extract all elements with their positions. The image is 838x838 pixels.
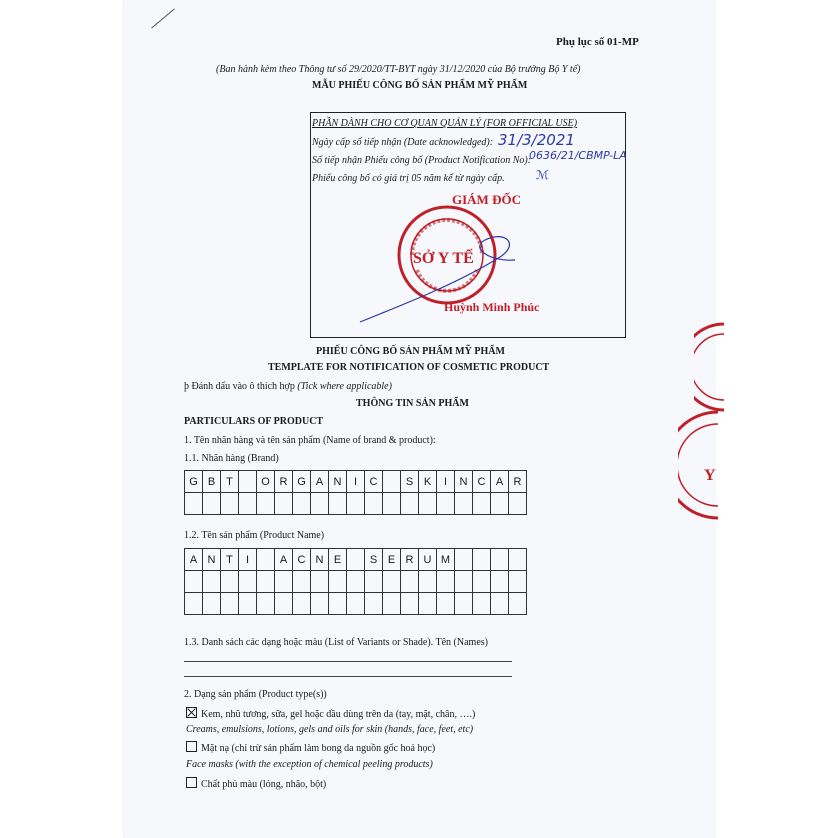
grid-cell: [437, 571, 455, 593]
grid-cell: B: [203, 471, 221, 493]
grid-cell: [185, 493, 203, 515]
grid-cell: [185, 593, 203, 615]
grid-cell: [455, 571, 473, 593]
section-title-vi: THÔNG TIN SẢN PHẨM: [356, 398, 469, 409]
section-title-en: PARTICULARS OF PRODUCT: [184, 416, 324, 427]
notification-title-en: TEMPLATE FOR NOTIFICATION OF COSMETIC PRODUCT: [268, 362, 550, 373]
grid-cell: A: [311, 471, 329, 493]
grid-cell: [203, 593, 221, 615]
grid-cell: [455, 549, 473, 571]
grid-cell: [401, 593, 419, 615]
grid-cell: E: [383, 549, 401, 571]
checkbox-icon[interactable]: [186, 741, 197, 752]
grid-cell: [437, 493, 455, 515]
brand-grid: [184, 470, 527, 515]
variants-label: 1.3. Danh sách các dạng hoặc màu (List of Variants or Shade). Tên (Names): [184, 637, 488, 648]
grid-cell: [347, 549, 365, 571]
notification-title-vi: PHIẾU CÔNG BỐ SẢN PHẨM MỸ PHẨM: [316, 346, 505, 357]
grid-cell: T: [221, 549, 239, 571]
grid-cell: [239, 493, 257, 515]
product-type-option[interactable]: [186, 741, 435, 754]
grid-cell: [491, 493, 509, 515]
grid-cell: [275, 493, 293, 515]
grid-cell: N: [311, 549, 329, 571]
grid-cell: N: [455, 471, 473, 493]
grid-cell: R: [509, 471, 527, 493]
grid-cell: [383, 493, 401, 515]
grid-cell: U: [419, 549, 437, 571]
product-grid: [184, 548, 527, 615]
grid-cell: I: [347, 471, 365, 493]
grid-cell: [221, 593, 239, 615]
grid-cell: S: [365, 549, 383, 571]
grid-cell: [203, 571, 221, 593]
grid-cell: [473, 549, 491, 571]
date-acknowledged-label: Ngày cấp số tiếp nhận (Date acknowledged):: [312, 137, 494, 148]
issued-by-note: (Ban hành kèm theo Thông tư số 29/2020/TT-BYT ngày 31/12/2020 của Bộ trưởng Bộ Y tế): [216, 64, 581, 75]
tick-note-en: (Tick where applicable): [297, 381, 392, 392]
grid-cell: R: [275, 471, 293, 493]
grid-cell: [311, 571, 329, 593]
grid-cell: I: [239, 549, 257, 571]
variants-line: [184, 676, 512, 677]
option-label-en: Creams, emulsions, lotions, gels and oils for skin (hands, face, feet, etc): [186, 724, 474, 735]
grid-cell: [419, 571, 437, 593]
grid-cell: [329, 571, 347, 593]
option-label-vi: Mặt nạ (chỉ trừ sản phẩm làm bong da nguồn gốc hoá học): [201, 743, 436, 754]
grid-cell: [329, 593, 347, 615]
grid-cell: E: [329, 549, 347, 571]
grid-cell: [383, 593, 401, 615]
grid-cell: [455, 593, 473, 615]
grid-cell: [383, 471, 401, 493]
partial-stamp-icon: [694, 322, 724, 412]
svg-text:Y: Y: [704, 467, 716, 484]
grid-cell: [311, 493, 329, 515]
option-label-en: Face masks (with the exception of chemical peeling products): [186, 759, 433, 770]
grid-cell: [185, 571, 203, 593]
stamp-text: SỞ Y TẾ: [413, 250, 474, 267]
grid-cell: [239, 471, 257, 493]
checkbox-checked-icon[interactable]: [186, 707, 197, 718]
grid-cell: [347, 571, 365, 593]
grid-cell: [509, 549, 527, 571]
option-label-vi: Chất phủ màu (lỏng, nhão, bột): [201, 779, 327, 790]
notification-number-value: 0636/21/CBMP-LA: [529, 149, 627, 162]
tick-note-vi: þ Đánh dấu vào ô thích hợp: [184, 381, 295, 392]
grid-cell: C: [293, 549, 311, 571]
grid-cell: G: [185, 471, 203, 493]
grid-cell: [491, 571, 509, 593]
grid-cell: R: [401, 549, 419, 571]
validity-note: Phiếu công bố có giá trị 05 năm kể từ ngày cấp.: [312, 173, 505, 184]
brand-product-heading: 1. Tên nhãn hàng và tên sản phẩm (Name of brand & product):: [184, 435, 436, 446]
director-title: GIÁM ĐỐC: [452, 192, 521, 207]
grid-cell: [239, 571, 257, 593]
signature-icon: [350, 222, 530, 332]
grid-cell: A: [185, 549, 203, 571]
grid-cell: [419, 493, 437, 515]
grid-cell: [293, 571, 311, 593]
grid-cell: [347, 593, 365, 615]
grid-cell: O: [257, 471, 275, 493]
brand-label: 1.1. Nhãn hàng (Brand): [184, 453, 279, 464]
grid-cell: [419, 593, 437, 615]
product-type-option[interactable]: [186, 707, 475, 720]
grid-cell: [437, 593, 455, 615]
grid-cell: [347, 493, 365, 515]
grid-cell: [329, 493, 347, 515]
initials-mark: ℳ: [536, 168, 549, 182]
grid-cell: A: [275, 549, 293, 571]
grid-cell: [293, 493, 311, 515]
grid-cell: [293, 593, 311, 615]
grid-cell: [491, 549, 509, 571]
grid-cell: K: [419, 471, 437, 493]
date-acknowledged-value: 31/3/2021: [498, 131, 575, 149]
tick-note: [184, 381, 392, 392]
grid-cell: [257, 549, 275, 571]
grid-cell: [311, 593, 329, 615]
grid-cell: I: [437, 471, 455, 493]
grid-cell: T: [221, 471, 239, 493]
grid-cell: [239, 593, 257, 615]
grid-cell: [509, 593, 527, 615]
appendix-label: Phụ lục số 01-MP: [556, 36, 639, 48]
grid-cell: [401, 571, 419, 593]
grid-cell: [365, 571, 383, 593]
grid-cell: [509, 493, 527, 515]
grid-cell: [365, 593, 383, 615]
grid-cell: [383, 571, 401, 593]
grid-cell: [203, 493, 221, 515]
grid-cell: S: [401, 471, 419, 493]
grid-cell: [257, 571, 275, 593]
variants-line: [184, 661, 512, 662]
form-title: MẪU PHIẾU CÔNG BỐ SẢN PHẨM MỸ PHẨM: [312, 80, 528, 91]
checkbox-icon[interactable]: [186, 777, 197, 788]
grid-cell: [473, 493, 491, 515]
grid-cell: [257, 593, 275, 615]
grid-cell: [257, 493, 275, 515]
grid-cell: C: [365, 471, 383, 493]
grid-cell: M: [437, 549, 455, 571]
margin-background: [716, 0, 838, 838]
grid-cell: [473, 593, 491, 615]
grid-cell: [455, 493, 473, 515]
grid-cell: [221, 571, 239, 593]
option-label-vi: Kem, nhũ tương, sữa, gel hoặc dầu dùng trên da (tay, mặt, chân, ….): [201, 709, 476, 720]
grid-cell: [365, 493, 383, 515]
grid-cell: [491, 593, 509, 615]
grid-cell: A: [491, 471, 509, 493]
grid-cell: [275, 593, 293, 615]
official-use-heading: PHẦN DÀNH CHO CƠ QUAN QUẢN LÝ (FOR OFFICIAL USE): [312, 118, 578, 129]
grid-cell: [401, 493, 419, 515]
grid-cell: C: [473, 471, 491, 493]
grid-cell: [275, 571, 293, 593]
grid-cell: [221, 493, 239, 515]
product-type-option[interactable]: [186, 777, 326, 790]
partial-stamp-icon: [678, 410, 718, 520]
signer-name: Huỳnh Minh Phúc: [444, 300, 540, 314]
grid-cell: G: [293, 471, 311, 493]
product-type-heading: 2. Dạng sản phẩm (Product type(s)): [184, 689, 327, 700]
grid-cell: [473, 571, 491, 593]
grid-cell: [509, 571, 527, 593]
notification-number-label: Số tiếp nhận Phiếu công bố (Product Notification No):: [312, 155, 532, 166]
product-name-label: 1.2. Tên sản phẩm (Product Name): [184, 530, 325, 541]
grid-cell: N: [329, 471, 347, 493]
grid-cell: N: [203, 549, 221, 571]
